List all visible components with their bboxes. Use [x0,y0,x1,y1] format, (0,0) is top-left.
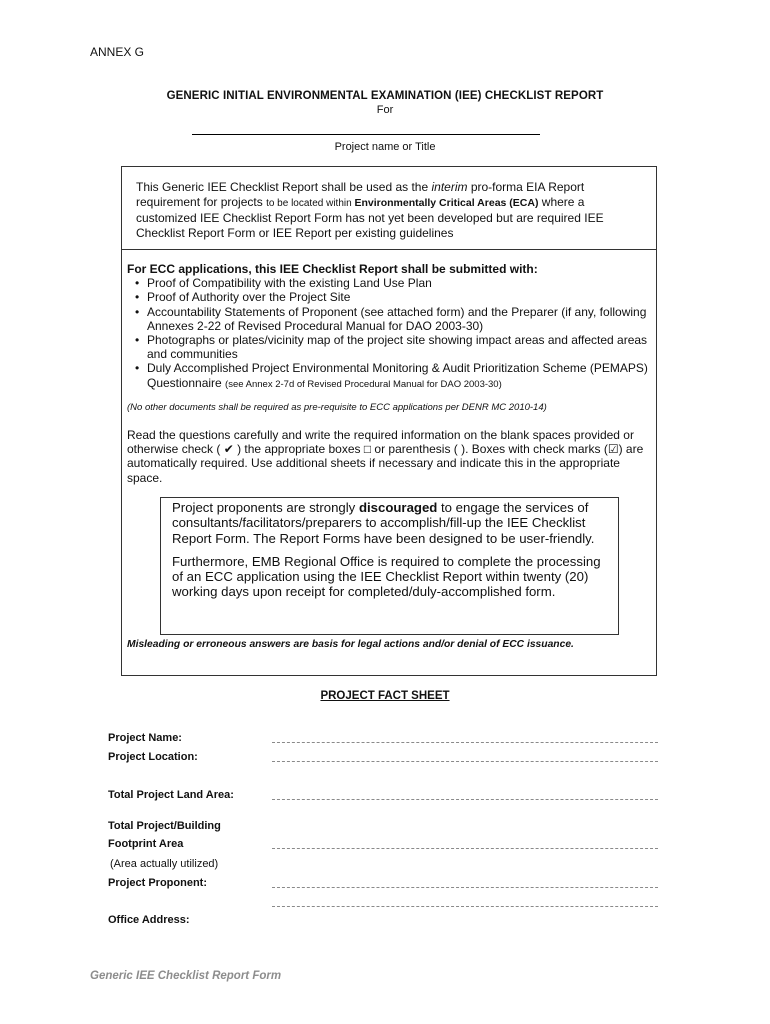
read-instructions: Read the questions carefully and write the required information on the blank spaces provided or otherwise check ( ✔ ) the appropriate boxes □ or parenthesis ( ). Boxes with check marks (☑) are automatically required. Use additional sheets if necessary and indicate this in the appropriate space. [127,428,644,485]
project-name-label: Project Name: [108,732,182,744]
land-area-label: Total Project Land Area: [108,789,234,801]
misleading-warning: Misleading or erroneous answers are basis for legal actions and/or denial of ECC issuance. [127,639,574,650]
notice-text [172,500,612,600]
annex-label: ANNEX G [90,45,145,59]
footer-title: Generic IEE Checklist Report Form [90,970,282,982]
pemaps-text: Duly Accomplished Project Environmental Monitoring & Audit Prioritization Scheme (PEMAPS) Questionnaire [147,361,648,390]
list-item: • Accountability Statements of Proponent (see attached form) and the Preparer (if any, following Annexes 2-22 of Revised Procedural Manual for DAO 2003-30) [147,305,652,333]
discouraged-bold: discouraged [358,500,438,515]
notice-text-b: to engage the services of consultants/facilitators/preparers to accomplish/fill-up the IEE Checklist Report Form. The Report Forms have been designed to be user-friendly. [172,500,595,546]
proponent-label: Project Proponent: [108,877,208,889]
notice-text-a: Project proponents are strongly [172,500,359,515]
ecc-heading: For ECC applications, this IEE Checklist Report shall be submitted with: [127,262,538,276]
land-area-field[interactable] [272,799,658,800]
office-address-label: Office Address: [108,914,190,926]
pemaps-ref: (see Annex 2-7d of Revised Procedural Manual for DAO 2003-30) [225,378,502,390]
notice-paragraph-2: Furthermore, EMB Regional Office is required to complete the processing of an ECC application using the IEE Checklist Report within twenty (20) working days upon receipt for completed/duly-accomplished form. [172,553,601,600]
intro-text-5: where a customized IEE Checklist Report Form has not yet been developed but are required IEE Checklist Report Form or IEE Report per existing guidelines [136,195,604,240]
list-item: • Proof of Compatibility with the existing Land Use Plan [147,276,652,290]
project-name-blank-line[interactable] [192,134,540,135]
fact-sheet-heading: PROJECT FACT SHEET [320,690,450,702]
for-label: For [376,104,394,116]
project-location-field[interactable] [272,761,658,762]
building-label-2: Footprint Area [108,838,184,850]
list-item: • Photographs or plates/vicinity map of the project site showing impact areas and affected areas and communities [147,333,652,361]
footprint-area-field[interactable] [272,848,658,849]
ecc-requirements [127,262,652,392]
proponent-field-2[interactable] [272,906,658,907]
box-divider [121,249,657,250]
area-note: (Area actually utilized) [110,858,219,870]
proponent-field[interactable] [272,887,658,888]
intro-text-2: pro-forma EIA Report requirement for projects [136,180,585,209]
list-item [147,361,652,391]
intro-paragraph [136,180,648,241]
project-name-field[interactable] [272,742,658,743]
ecc-list [127,276,652,392]
project-location-label: Project Location: [108,751,198,763]
project-name-caption: Project name or Title [334,141,436,153]
intro-italic: interim [431,180,468,194]
intro-eca-bold: Environmentally Critical Areas (ECA) [354,197,539,209]
list-item: • Proof of Authority over the Project Site [147,290,652,304]
ecc-note: (No other documents shall be required as pre-requisite to ECC applications per DENR MC 2010-14) [127,402,547,413]
building-label-1: Total Project/Building [108,820,221,832]
notice-paragraph-1 [172,500,612,546]
document-title: GENERIC INITIAL ENVIRONMENTAL EXAMINATION (IEE) CHECKLIST REPORT [166,90,604,102]
intro-text-3: to be located within [266,198,355,209]
intro-text-1: This Generic IEE Checklist Report shall be used as the [136,180,432,194]
